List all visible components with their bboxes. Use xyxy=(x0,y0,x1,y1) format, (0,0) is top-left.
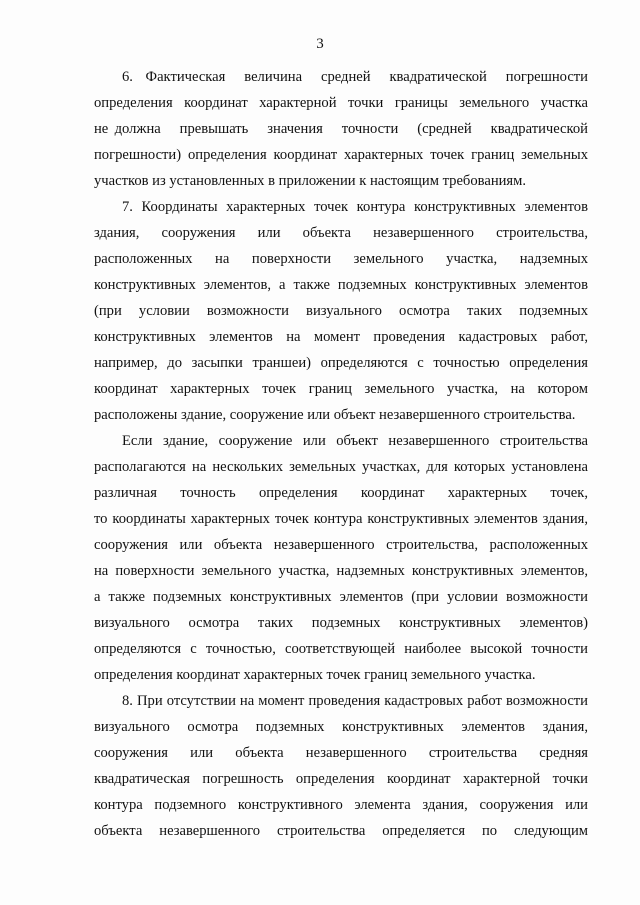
text-line: (при условии возможности визуального осмотра таких подземных xyxy=(94,303,588,319)
paragraph-7-continued xyxy=(94,428,588,688)
paragraph-7 xyxy=(94,194,588,428)
text-line: квадратическая погрешность определения координат характерной точки xyxy=(94,771,588,787)
text-line: на поверхности земельного участка, надземных конструктивных элементов, xyxy=(94,563,588,579)
text-line: например, до засыпки траншеи) определяются с точностью определения xyxy=(94,355,588,371)
text-line: а также подземных конструктивных элементов (при условии возможности xyxy=(94,589,588,605)
text-line: координат характерных точек границ земельного участка, на котором xyxy=(94,381,588,397)
text-line: различная точность определения координат характерных точек, xyxy=(94,485,588,501)
text-line: сооружения или объекта незавершенного строительства средняя xyxy=(94,745,588,761)
paragraph-8 xyxy=(94,688,588,844)
text-line: конструктивных элементов на момент проведения кадастровых работ, xyxy=(94,329,588,345)
text-line: визуального осмотра таких подземных конструктивных элементов) xyxy=(94,615,588,631)
text-line: 7. Координаты характерных точек контура конструктивных элементов xyxy=(122,199,588,215)
text-line: сооружения или объекта незавершенного строительства, расположенных xyxy=(94,537,588,553)
text-line: определения координат характерных точек границ земельного участка. xyxy=(94,667,536,683)
text-line: расположенных на поверхности земельного участка, надземных xyxy=(94,251,588,267)
text-line: здания, сооружения или объекта незавершенного строительства, xyxy=(94,225,588,241)
text-line: не должна превышать значения точности (средней квадратической xyxy=(94,121,588,137)
text-line: то координаты характерных точек контура конструктивных элементов здания, xyxy=(94,511,588,527)
text-line: визуального осмотра подземных конструктивных элементов здания, xyxy=(94,719,588,735)
text-line: 8. При отсутствии на момент проведения кадастровых работ возможности xyxy=(122,693,588,709)
text-line: объекта незавершенного строительства определяется по следующим xyxy=(94,823,588,839)
text-line: определяются с точностью, соответствующей наиболее высокой точности xyxy=(94,641,588,657)
paragraph-6 xyxy=(94,64,588,194)
text-line: погрешности) определения координат характерных точек границ земельных xyxy=(94,147,588,163)
text-line: конструктивных элементов, а также подземных конструктивных элементов xyxy=(94,277,588,293)
text-line: определения координат характерной точки границы земельного участка xyxy=(94,95,588,111)
text-line: располагаются на нескольких земельных участках, для которых установлена xyxy=(94,459,588,475)
text-line: контура подземного конструктивного элемента здания, сооружения или xyxy=(94,797,588,813)
text-line: участков из установленных в приложении к настоящим требованиям. xyxy=(94,173,527,189)
document-body xyxy=(94,64,588,844)
page-number: 3 xyxy=(316,36,324,52)
text-line: 6. Фактическая величина средней квадратической погрешности xyxy=(122,69,588,85)
text-line: Если здание, сооружение или объект незавершенного строительства xyxy=(122,433,588,449)
text-line: расположены здание, сооружение или объект незавершенного строительства. xyxy=(94,407,576,423)
